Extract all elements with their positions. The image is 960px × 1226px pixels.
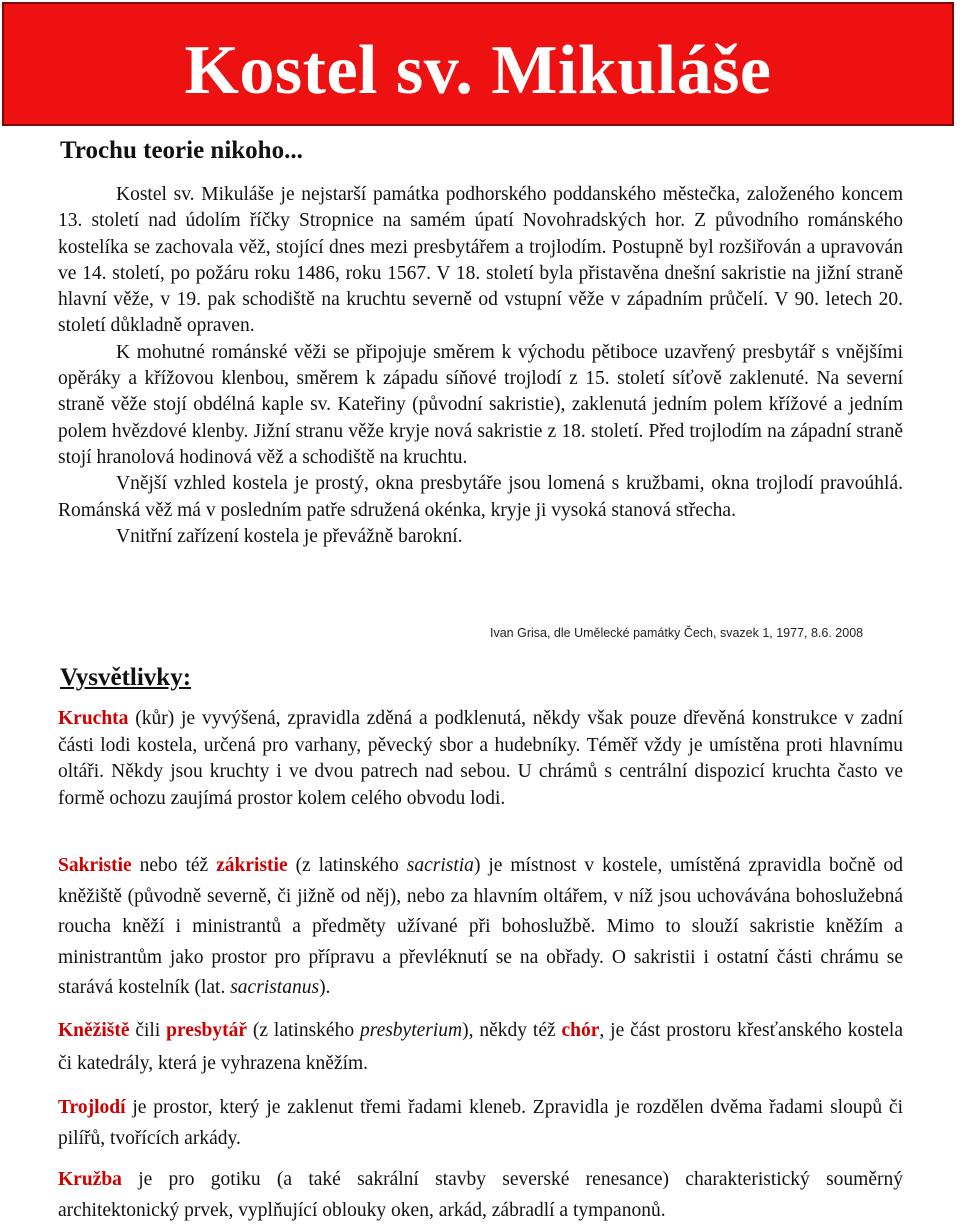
glossary-heading: Vysvětlivky: bbox=[60, 664, 192, 691]
glossary-term: Sakristie bbox=[58, 855, 132, 876]
citation: Ivan Grisa, dle Umělecké památky Čech, svazek 1, 1977, 8.6. 2008 bbox=[490, 626, 864, 640]
glossary-connector: (z latinského bbox=[287, 855, 407, 876]
glossary-term: Trojlodí bbox=[58, 1097, 126, 1118]
latin-term: sacristia bbox=[406, 855, 474, 876]
latin-term: sacristanus bbox=[230, 977, 320, 998]
glossary-definition: je prostor, který je zaklenut třemi řadami kleneb. Zpravidla je rozdělen dvěma řadami sloupů či pilířů, tvořících arkády. bbox=[58, 1097, 903, 1149]
glossary-term-alt: presbytář bbox=[166, 1020, 248, 1041]
glossary-term-alt: zákristie bbox=[216, 855, 288, 876]
glossary-entry-sakristie bbox=[58, 851, 903, 1004]
glossary-definition: je pro gotiku (a také sakrální stavby severské renesance) charakteristický souměrný architektonický prvek, vyplňující oblouky oken, arkád, zábradlí a tympanonů. bbox=[58, 1169, 903, 1221]
glossary-entry-knezeiste bbox=[58, 1014, 903, 1080]
glossary-entry-trojlodi bbox=[58, 1092, 903, 1154]
page-title: Kostel sv. Mikuláše bbox=[184, 32, 772, 109]
glossary-term: Kněžiště bbox=[58, 1020, 130, 1041]
intro-paragraph-1: Kostel sv. Mikuláše je nejstarší památka podhorského poddanského městečka, založeného koncem 13. století nad údolím říčky Stropnice na samém úpatí Novohradských hor. Z původního románského kostelíka se zachovala věž, stojící dnes mezi presbytářem a trojlodím. Postupně byl rozšiřován a upravován ve 14. století, po požáru roku 1486, roku 1567. V 18. století byla přistavěna dnešní sakristie na jižní straně hlavní věže, v 19. pak schodiště na kruchtu severně od vstupní věže v západním průčelí. V 90. letech 20. století důkladně opraven. bbox=[58, 184, 903, 337]
glossary-connector: ). bbox=[319, 977, 331, 998]
glossary-entry-kruzba bbox=[58, 1164, 903, 1226]
glossary-definition: ) je místnost v kostele, umístěná zpravidla bočně od kněžiště (původně severně, či jižně od něj), nebo za hlavním oltářem, v níž jsou uchovávána bohoslužebná roucha kněží i ministrantů a předměty užívané při bohoslužbě. Mimo to slouží sakristie kněžím a ministrantům jako prostor pro přípravu a převléknutí se na obřady. O sakristii i ostatní části chrámu se starává kostelník (lat. bbox=[58, 855, 903, 998]
glossary-term-alt: chór bbox=[561, 1020, 600, 1041]
glossary-definition: , je část prostoru křesťanského kostela či katedrály, která je vyhrazena kněžím. bbox=[58, 1020, 903, 1074]
glossary-entry-kruchta bbox=[58, 706, 903, 812]
glossary-connector: (z latinského bbox=[247, 1020, 360, 1041]
intro-paragraph-3: Vnější vzhled kostela je prostý, okna presbytáře jsou lomená s kružbami, okna trojlodí pravoúhlá. Románská věž má v posledním patře sdružená okénka, kryje ji vysoká stanová střecha. bbox=[58, 473, 903, 521]
latin-term: presbyterium bbox=[359, 1020, 463, 1041]
glossary-definition: (kůr) je vyvýšená, zpravidla zděná a podklenutá, někdy však pouze dřevěná konstrukce v zadní části lodi kostela, určená pro varhany, pěvecký sbor a hudebníky. Téměř vždy je umístěna proti hlavnímu oltáři. Někdy jsou kruchty i ve dvou patrech nad sebou. U chrámů s centrální dispozicí kruchta často ve formě ochozu zaujímá prostor kolem celého obvodu lodi. bbox=[58, 708, 903, 809]
title-banner bbox=[2, 2, 954, 126]
glossary-connector: čili bbox=[129, 1020, 167, 1041]
intro-paragraph-4: Vnitřní zařízení kostela je převážně barokní. bbox=[116, 525, 463, 547]
intro-paragraph-2: K mohutné románské věži se připojuje směrem k východu pětiboce uzavřený presbytář s vnějšími opěráky a křížovou klenbou, směrem k západu síňové trojlodí z 15. století síťově zaklenuté. Na severní straně věže stojí obdélná kaple sv. Kateřiny (původní sakristie), zaklenutá jedním polem křížové a jedním polem hvězdové klenby. Jižní stranu věže kryje nová sakristie z 18. století. Před trojlodím na západní straně stojí hranolová hodinová věž a schodiště na kruchtu. bbox=[58, 341, 903, 468]
glossary-connector: ), někdy též bbox=[462, 1020, 562, 1041]
glossary-connector: nebo též bbox=[131, 855, 217, 876]
intro-text bbox=[58, 182, 903, 550]
glossary-term: Kružba bbox=[58, 1169, 122, 1190]
section-heading: Trochu teorie nikoho... bbox=[60, 137, 303, 164]
glossary-term: Kruchta bbox=[58, 708, 129, 729]
